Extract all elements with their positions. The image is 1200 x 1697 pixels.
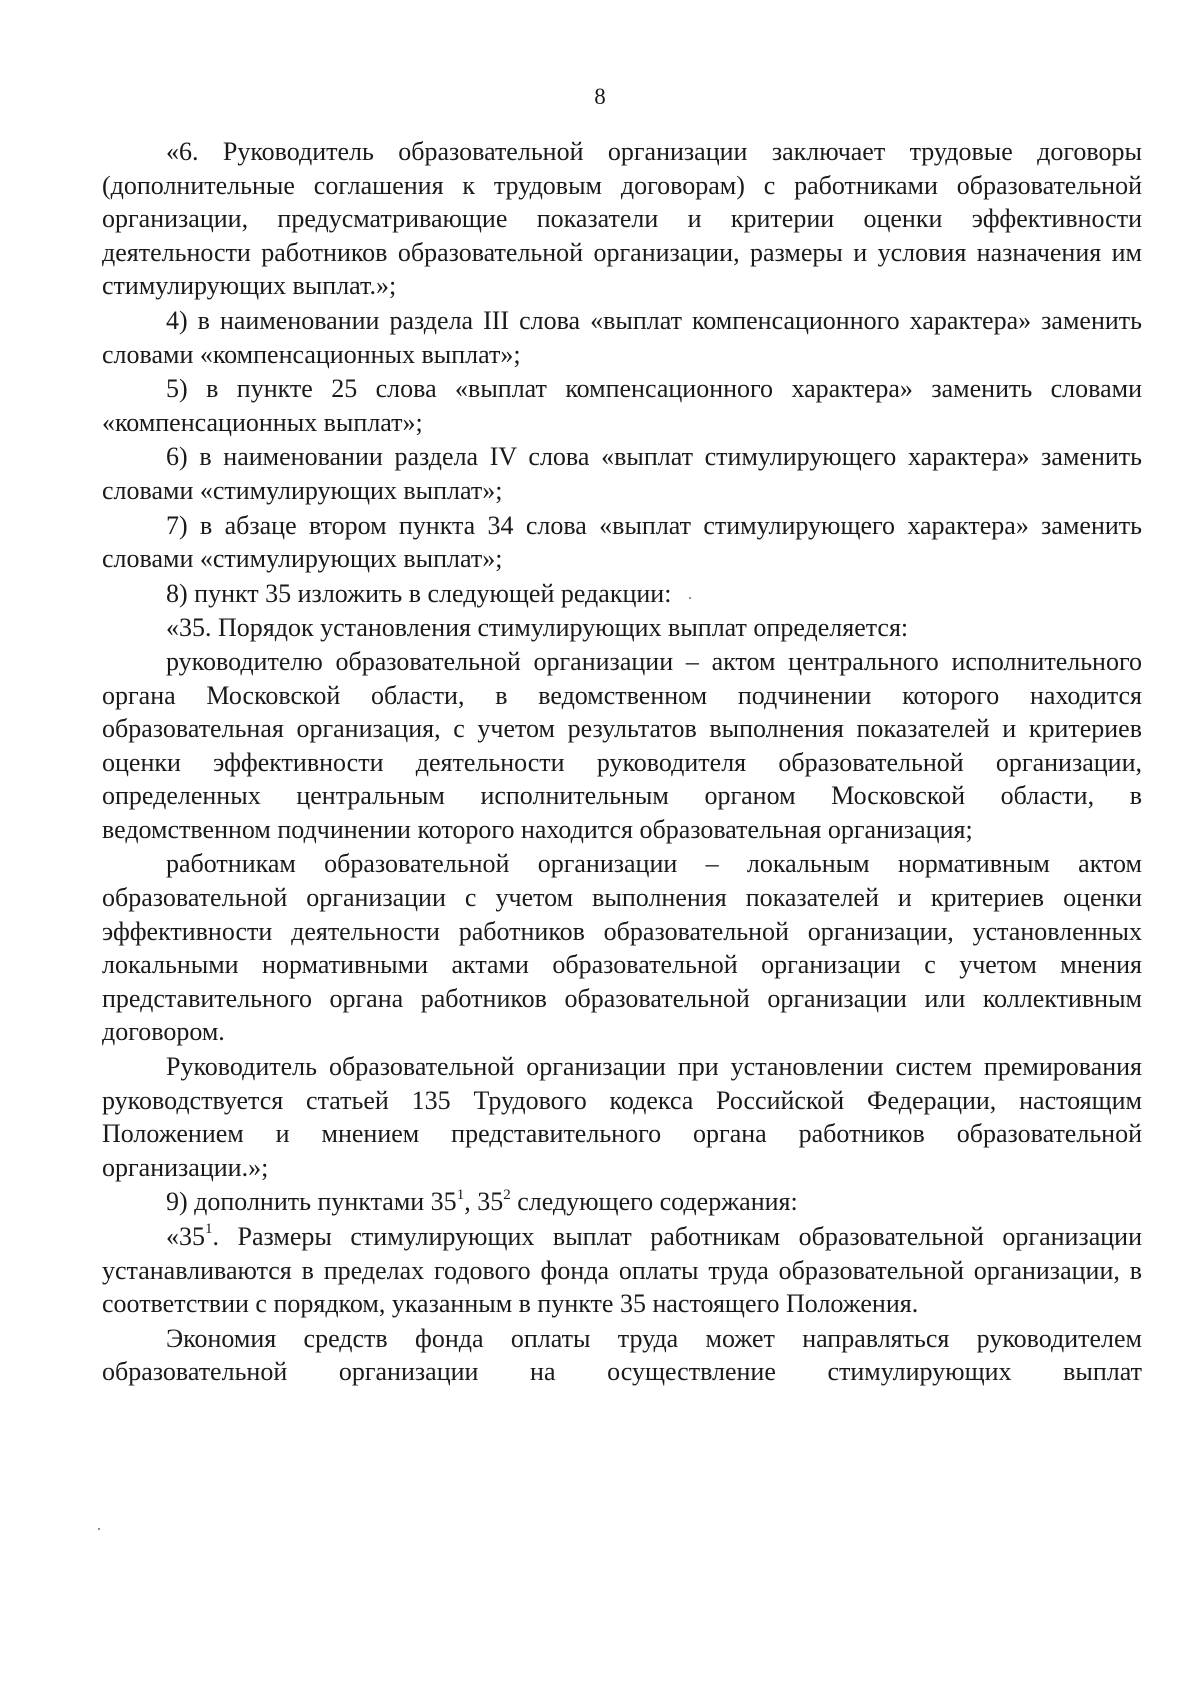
- item-35-1-text-b: . Размеры стимулирующих выплат работникам образовательной организации устанавливаются в пределах годового фонда оплаты труда образовательной организации, в соответствии с порядком, указанным в пункте 35 настоящего Положения.: [102, 1222, 1142, 1319]
- paragraph-amendment-8: 8) пункт 35 изложить в следующей редакции:: [166, 578, 672, 608]
- paragraph-bonus-systems: Руководитель образовательной организации при установлении систем премирования руководствуется статьей 135 Трудового кодекса Российской Федерации, настоящим Положением и мнением представительного органа работников образовательной организации.»;: [102, 1052, 1142, 1182]
- paragraph-head-payments: руководителю образовательной организации – актом центрального исполнительного органа Московской области, в ведомственном подчинении которого находится образовательная организация, с учетом результатов выполнения показателей и критериев оценки эффективности деятельности руководителя образовательной организации, определенных центральным исполнительным органом Московской области, в ведомственном подчинении которого находится образовательная организация;: [102, 646, 1142, 844]
- page-number: 8: [594, 84, 606, 109]
- paragraph-item-35-1: [102, 1220, 1142, 1321]
- paragraph-item-6: «6. Руководитель образовательной организации заключает трудовые договоры (дополнительные соглашения к трудовым договорам) с работниками образовательной организации, предусматривающие показатели и критерии оценки эффективности деятельности работников образовательной организации, размеры и условия назначения им стимулирующих выплат.»;: [102, 137, 1142, 301]
- scan-speck: [689, 597, 691, 599]
- superscript-2: 2: [503, 1186, 511, 1203]
- paragraph-amendment-6: 6) в наименовании раздела IV слова «выплат стимулирующего характера» заменить словами «стимулирующих выплат»;: [102, 442, 1142, 505]
- paragraph-savings: Экономия средств фонда оплаты труда может направляться руководителем образовательной организации на осуществление стимулирующих выплат: [102, 1323, 1142, 1387]
- scan-speck: [98, 1528, 100, 1530]
- amendment-9-text-b: , 35: [464, 1187, 504, 1217]
- document-body: [102, 135, 1142, 1389]
- paragraph-amendment-5: 5) в пункте 25 слова «выплат компенсационного характера» заменить словами «компенсационных выплат»;: [102, 374, 1142, 437]
- amendment-9-text-c: следующего содержания:: [510, 1187, 798, 1217]
- paragraph-amendment-4: 4) в наименовании раздела III слова «выплат компенсационного характера» заменить словами «компенсационных выплат»;: [102, 305, 1142, 369]
- paragraph-staff-payments: работникам образовательной организации – локальным нормативным актом образовательной организации с учетом выполнения показателей и критериев оценки эффективности деятельности работников образовательной организации, установленных локальными нормативными актами образовательной организации с учетом мнения представительного органа работников образовательной организации или коллективным договором.: [102, 849, 1142, 1047]
- paragraph-amendment-7: 7) в абзаце втором пункта 34 слова «выплат стимулирующего характера» заменить словами «стимулирующих выплат»;: [102, 510, 1142, 574]
- superscript-1: 1: [205, 1221, 213, 1238]
- paragraph-item-35: «35. Порядок установления стимулирующих выплат определяется:: [166, 613, 909, 643]
- item-35-1-text-a: «35: [166, 1222, 205, 1251]
- amendment-9-text-a: 9) дополнить пунктами 35: [166, 1187, 457, 1217]
- superscript-1: 1: [456, 1186, 465, 1203]
- paragraph-amendment-9: [102, 1185, 1142, 1219]
